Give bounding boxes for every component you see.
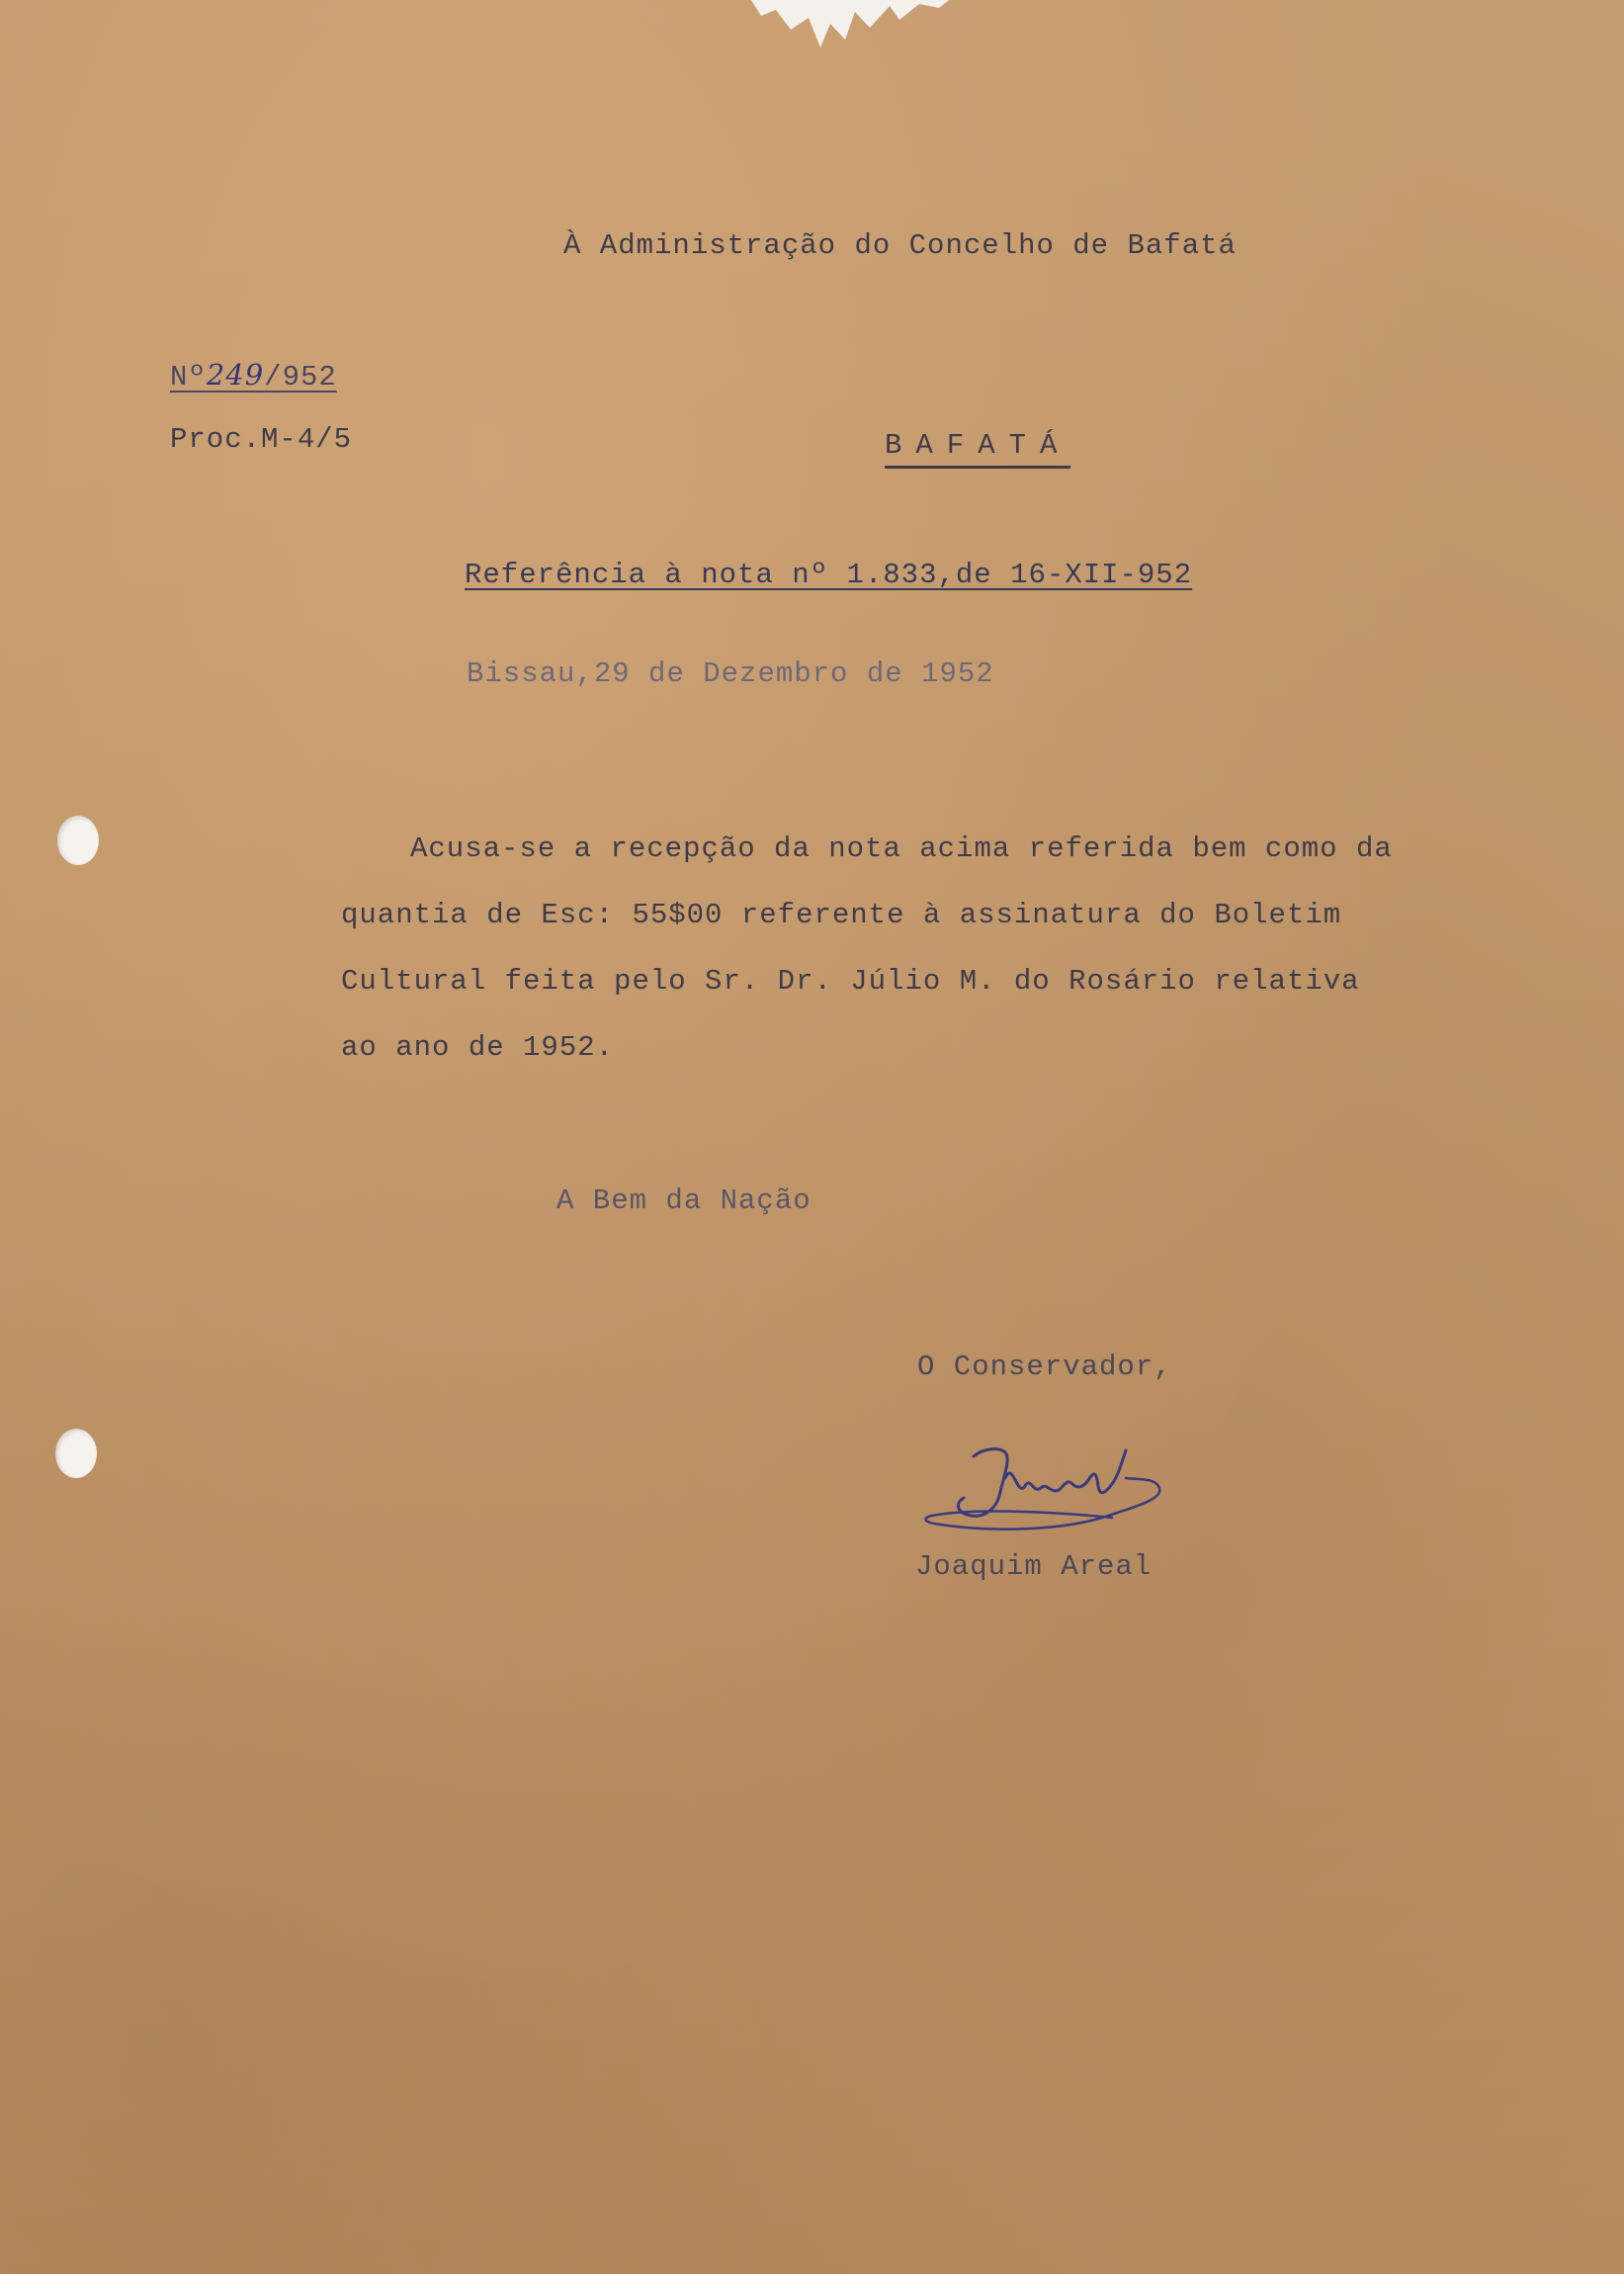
punch-hole bbox=[55, 1429, 97, 1478]
closing-formula: A Bem da Nação bbox=[556, 1184, 812, 1217]
torn-edge bbox=[751, 0, 949, 51]
process-number: Proc.M-4/5 bbox=[170, 423, 353, 456]
handwritten-signature bbox=[914, 1439, 1211, 1547]
number-year: /952 bbox=[264, 361, 337, 394]
document-number bbox=[170, 358, 337, 394]
reference-line: Referência à nota nº 1.833,de 16-XII-952 bbox=[465, 559, 1193, 591]
body-paragraph bbox=[341, 816, 1478, 1081]
destination-heading: BAFATÁ bbox=[885, 429, 1070, 469]
signer-name: Joaquim Areal bbox=[915, 1550, 1153, 1583]
body-line: Acusa-se a recepção da nota acima referida bem como da bbox=[410, 832, 1393, 865]
recipient-line: À Administração do Concelho de Bafatá bbox=[563, 229, 1237, 262]
body-line: quantia de Esc: 55$00 referente à assinatura do Boletim bbox=[341, 899, 1342, 931]
body-line: Cultural feita pelo Sr. Dr. Júlio M. do Rosário relativa bbox=[341, 965, 1360, 998]
signer-title: O Conservador, bbox=[917, 1351, 1172, 1383]
body-line: ao ano de 1952. bbox=[341, 1031, 615, 1064]
number-prefix: Nº bbox=[170, 361, 207, 394]
punch-hole bbox=[57, 816, 99, 865]
number-handwritten: 249 bbox=[206, 358, 265, 392]
place-date: Bissau,29 de Dezembro de 1952 bbox=[467, 657, 994, 690]
